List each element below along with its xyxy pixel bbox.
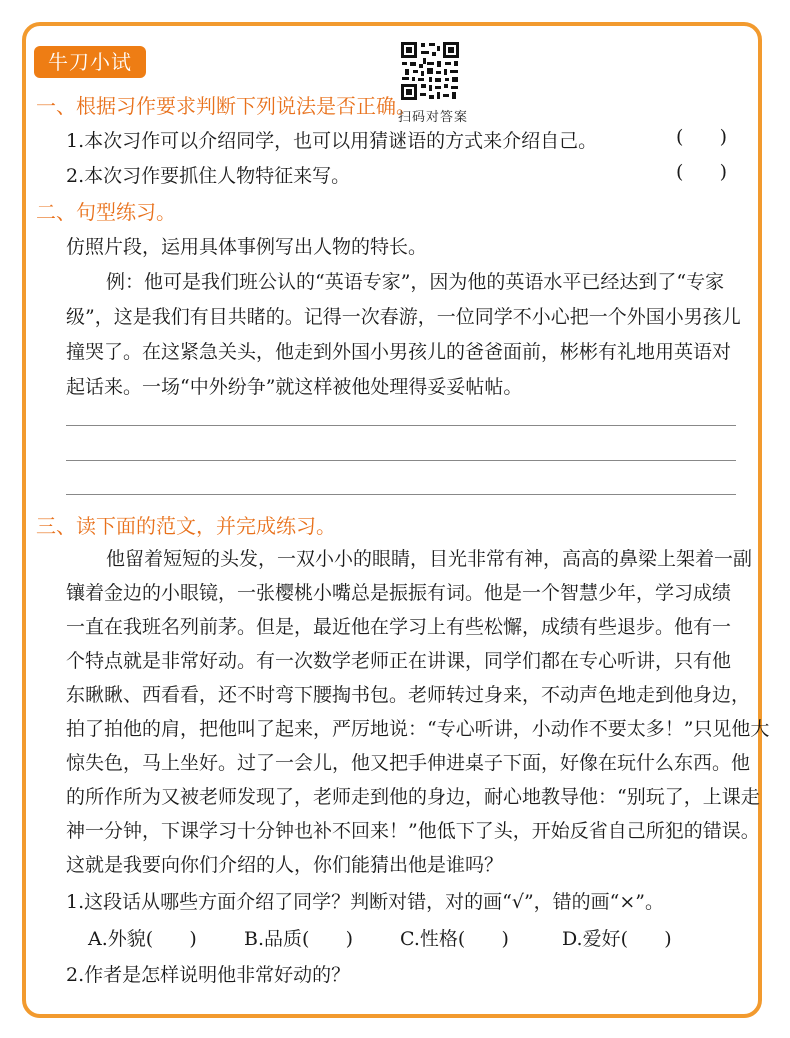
answer-paren-1[interactable]: ( ) — [676, 126, 728, 148]
writing-line-1[interactable] — [66, 425, 736, 426]
option-b[interactable]: B.品质( ) — [244, 928, 354, 950]
passage-line: 一直在我班名列前茅。但是，最近他在学习上有些松懈，成绩有些退步。他有一 — [66, 616, 732, 638]
answer-paren-2[interactable]: ( ) — [676, 161, 728, 183]
section1-item-2: 2.本次习作要抓住人物特征来写。 — [66, 165, 351, 187]
qr-caption: 扫码对答案 — [397, 110, 468, 125]
option-a[interactable]: A.外貌( ) — [88, 928, 197, 950]
passage-line: 东瞅瞅、西看看，还不时弯下腰掏书包。老师转过身来，不动声色地走到他身边， — [66, 684, 751, 706]
example-line: 例：他可是我们班公认的“英语专家”，因为他的英语水平已经达到了“专家 — [106, 271, 725, 293]
question-1: 1.这段话从哪些方面介绍了同学？判断对错，对的画“√”，错的画“×”。 — [66, 891, 665, 913]
section2-instruction: 仿照片段，运用具体事例写出人物的特长。 — [66, 236, 428, 258]
section1-title: 一、根据习作要求判断下列说法是否正确。 — [36, 94, 416, 118]
option-c[interactable]: C.性格( ) — [400, 928, 509, 950]
section2-title: 二、句型练习。 — [36, 200, 176, 224]
section3-title: 三、读下面的范文，并完成练习。 — [36, 514, 336, 538]
example-line: 起话来。一场“中外纷争”就这样被他处理得妥妥帖帖。 — [66, 376, 523, 398]
passage-line: 个特点就是非常好动。有一次数学老师正在讲课，同学们都在专心听讲，只有他 — [66, 650, 732, 672]
passage-line: 他留着短短的头发，一双小小的眼睛，目光非常有神，高高的鼻梁上架着一副 — [106, 548, 753, 570]
option-d[interactable]: D.爱好( ) — [562, 928, 672, 950]
passage-line: 的所作所为又被老师发现了，老师走到他的身边，耐心地教导他：“别玩了，上课走 — [66, 786, 760, 808]
question-2: 2.作者是怎样说明他非常好动的？ — [66, 964, 351, 986]
writing-line-2[interactable] — [66, 460, 736, 461]
passage-line: 拍了拍他的肩，把他叫了起来，严厉地说：“专心听讲，小动作不要太多！”只见他大 — [66, 718, 770, 740]
passage-line: 惊失色，马上坐好。过了一会儿，他又把手伸进桌子下面，好像在玩什么东西。他 — [66, 752, 751, 774]
example-line: 撞哭了。在这紧急关头，他走到外国小男孩儿的爸爸面前，彬彬有礼地用英语对 — [66, 341, 732, 363]
passage-line: 神一分钟，下课学习十分钟也补不回来！”他低下了头，开始反省自己所犯的错误。 — [66, 820, 760, 842]
section-badge: 牛刀小试 — [34, 46, 146, 78]
section1-item-1: 1.本次习作可以介绍同学，也可以用猜谜语的方式来介绍自己。 — [66, 130, 598, 152]
passage-line: 镶着金边的小眼镜，一张樱桃小嘴总是振振有词。他是一个智慧少年，学习成绩 — [66, 582, 732, 604]
passage-line: 这就是我要向你们介绍的人，你们能猜出他是谁吗？ — [66, 854, 504, 876]
writing-line-3[interactable] — [66, 494, 736, 495]
example-line: 级”，这是我们有目共睹的。记得一次春游，一位同学不小心把一个外国小男孩儿 — [66, 306, 741, 328]
